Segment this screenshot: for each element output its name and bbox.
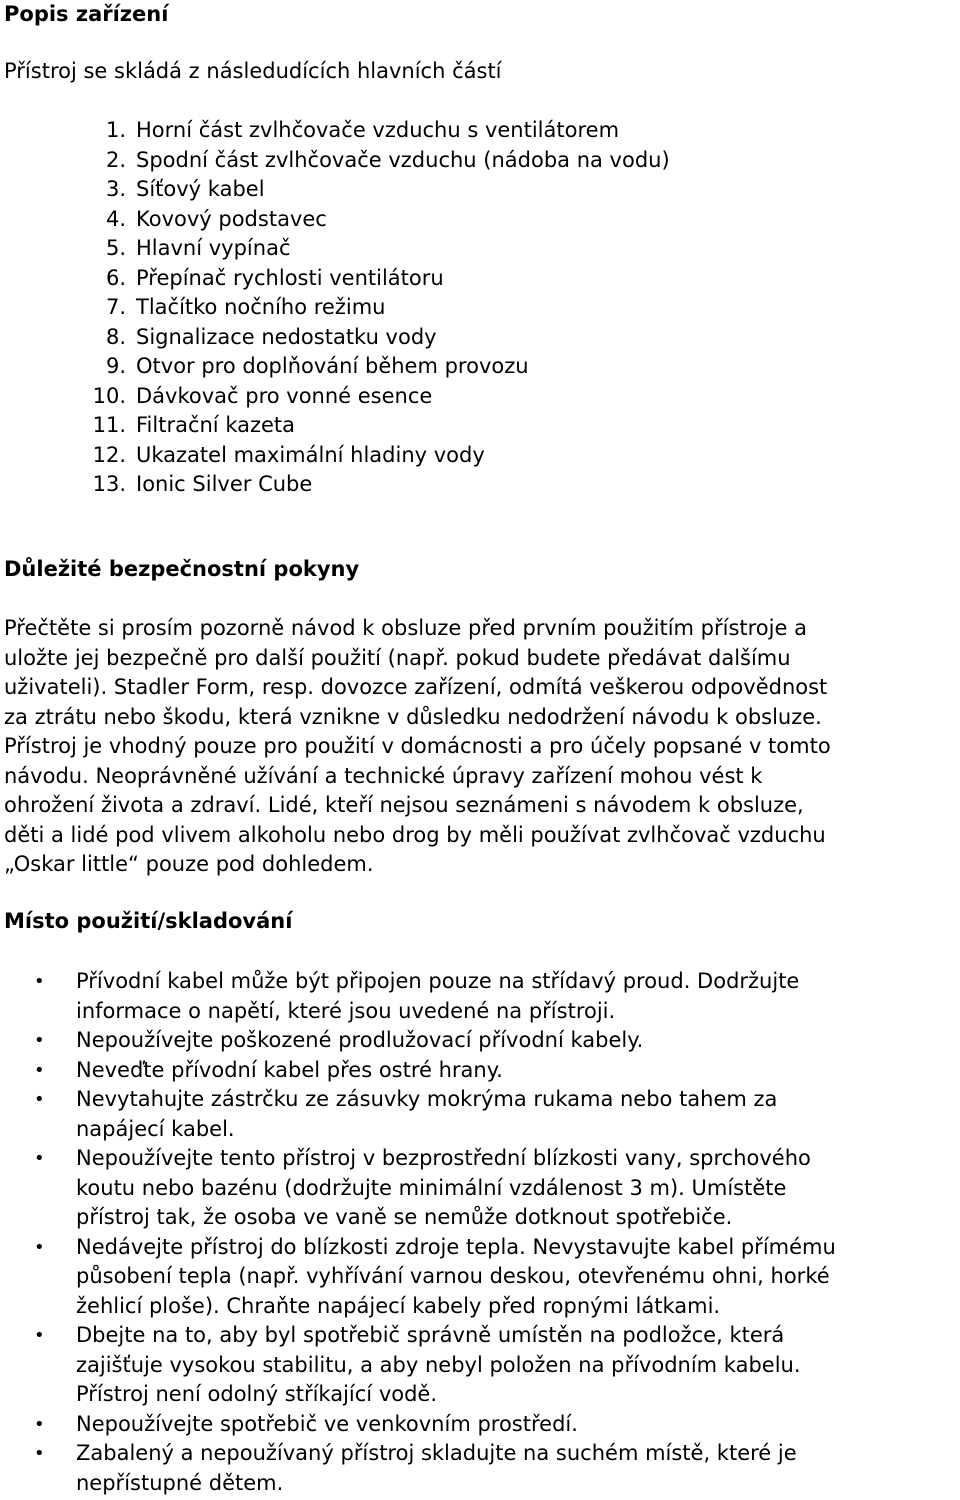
list-item-line: informace o napětí, které jsou uvedené na přístroji.	[76, 998, 616, 1023]
bullet-icon: •	[34, 1148, 45, 1169]
list-item-text	[76, 967, 954, 1026]
list-item	[4, 1233, 954, 1322]
list-item	[4, 175, 670, 205]
list-item-label: Horní část zvlhčovače vzduchu s ventilátorem	[136, 118, 620, 142]
list-item-line: působení tepla (např. vyhřívání varnou deskou, otevřenému ohni, horké	[76, 1264, 830, 1288]
usage-list	[4, 967, 954, 1498]
list-item-text	[76, 1410, 954, 1440]
list-item-text	[76, 1439, 954, 1498]
intro-text: Přístroj se skládá z následudících hlavních částí	[4, 59, 502, 83]
list-item-label: Otvor pro doplňování během provozu	[136, 354, 529, 378]
list-item-line: Přívodní kabel může být připojen pouze na střídavý proud. Dodržujte	[76, 969, 800, 993]
list-item-line: přístroj tak, že osoba ve vaně se nemůže dotknout spotřebiče.	[76, 1205, 733, 1229]
list-item-number: 11.	[92, 413, 126, 437]
list-item	[4, 382, 670, 412]
list-item	[4, 1085, 954, 1144]
list-item-label: Ionic Silver Cube	[136, 472, 313, 496]
list-item-text	[76, 1233, 954, 1322]
bullet-icon: •	[34, 1413, 45, 1435]
bullet-icon: •	[34, 1059, 45, 1081]
bullet-icon: •	[34, 1236, 45, 1258]
bullet-icon: •	[34, 1030, 45, 1051]
paragraph-line: uživateli). Stadler Form, resp. dovozce zařízení, odmítá veškerou odpovědnost	[4, 675, 828, 699]
list-item-label: Ukazatel maximální hladiny vody	[136, 442, 485, 467]
list-item-line: Nedávejte přístroj do blízkosti zdroje tepla. Nevystavujte kabel přímému	[76, 1234, 836, 1259]
list-item-line: zajišťuje vysokou stabilitu, a aby nebyl položen na přívodním kabelu.	[76, 1352, 801, 1377]
list-item-label: Dávkovač pro vonné esence	[136, 383, 433, 408]
list-item	[4, 323, 670, 353]
list-item-label: Přepínač rychlosti ventilátoru	[136, 265, 444, 290]
list-item-label: Síťový kabel	[136, 177, 265, 201]
paragraph-line: Přečtěte si prosím pozorně návod k obsluze před prvním použitím přístroje a	[4, 616, 807, 640]
paragraph-line: děti a lidé pod vlivem alkoholu nebo drog by měli používat zvlhčovač vzduchu	[4, 822, 826, 847]
list-item-line: žehlicí ploše). Chraňte napájecí kabely před ropnými látkami.	[76, 1293, 721, 1318]
list-item	[4, 1026, 954, 1056]
list-item-number: 13.	[92, 472, 126, 496]
list-item	[4, 441, 670, 471]
list-item-number: 12.	[92, 442, 126, 467]
list-item-line: koutu nebo bazénu (dodržujte minimální vzdálenost 3 m). Umístěte	[76, 1175, 787, 1200]
paragraph-line: ohrožení života a zdraví. Lidé, kteří nejsou seznámeni s návodem k obsluze,	[4, 793, 804, 817]
list-item-line: Zabalený a nepoužívaný přístroj skladujte na suchém místě, které je	[76, 1441, 797, 1465]
list-item-line: nepřístupné dětem.	[76, 1470, 284, 1495]
list-item	[4, 470, 670, 500]
list-item-line: Dbejte na to, aby byl spotřebič správně umístěn na podložce, která	[76, 1323, 785, 1347]
list-item-number: 1.	[105, 118, 126, 142]
list-item-label: Filtrační kazeta	[136, 413, 296, 437]
list-item-number: 4.	[105, 206, 126, 231]
section-title-description: Popis zařízení	[4, 2, 169, 26]
list-item	[4, 264, 670, 294]
list-item-text	[76, 1144, 954, 1233]
list-item	[4, 352, 670, 382]
list-item-number: 5.	[105, 236, 126, 260]
list-item-line: Nepoužívejte spotřebič ve venkovním prostředí.	[76, 1411, 578, 1436]
paragraph-line: za ztrátu nebo škodu, která vznikne v důsledku nedodržení návodu k obsluze.	[4, 704, 822, 729]
list-item	[4, 1439, 954, 1498]
list-item-line: Neveďte přívodní kabel přes ostré hrany.	[76, 1057, 503, 1082]
list-item-line: Nepoužívejte tento přístroj v bezprostřední blízkosti vany, sprchového	[76, 1146, 811, 1170]
list-item-line: Přístroj není odolný stříkající vodě.	[76, 1382, 438, 1406]
bullet-icon: •	[34, 1443, 45, 1464]
parts-list	[4, 116, 670, 500]
list-item-number: 10.	[92, 383, 126, 408]
paragraph-line: „Oskar little“ pouze pod dohledem.	[4, 852, 374, 876]
paragraph-line: uložte jej bezpečně pro další použití (např. pokud budete předávat dalšímu	[4, 645, 791, 670]
list-item-number: 3.	[105, 177, 126, 201]
paragraph-line: návodu. Neoprávněné užívání a technické úpravy zařízení mohou vést k	[4, 763, 763, 788]
list-item-label: Signalizace nedostatku vody	[136, 324, 437, 349]
list-item-number: 8.	[105, 324, 126, 349]
section-title-safety: Důležité bezpečnostní pokyny	[4, 557, 360, 581]
list-item	[4, 411, 670, 441]
list-item-text	[76, 1321, 954, 1410]
list-item	[4, 967, 954, 1026]
list-item-label: Tlačítko nočního režimu	[136, 295, 386, 319]
list-item	[4, 234, 670, 264]
list-item	[4, 1144, 954, 1233]
list-item-line: Nepoužívejte poškozené prodlužovací přívodní kabely.	[76, 1028, 644, 1052]
list-item	[4, 116, 670, 146]
list-item	[4, 1056, 954, 1086]
list-item-number: 6.	[105, 265, 126, 290]
bullet-icon: •	[34, 1325, 45, 1346]
list-item	[4, 293, 670, 323]
list-item-text	[76, 1026, 954, 1056]
list-item-number: 2.	[105, 147, 126, 172]
bullet-icon: •	[34, 1089, 45, 1110]
section-title-usage: Místo použití/skladování	[4, 909, 293, 933]
list-item	[4, 146, 670, 176]
list-item-line: napájecí kabel.	[76, 1116, 235, 1141]
list-item-text	[76, 1085, 954, 1144]
list-item	[4, 1321, 954, 1410]
list-item-number: 7.	[105, 295, 126, 319]
paragraph-line: Přístroj je vhodný pouze pro použití v domácnosti a pro účely popsané v tomto	[4, 734, 831, 758]
list-item-text	[76, 1056, 954, 1086]
list-item	[4, 205, 670, 235]
list-item-label: Spodní část zvlhčovače vzduchu (nádoba na vodu)	[136, 147, 670, 172]
safety-paragraph	[4, 614, 954, 880]
list-item-line: Nevytahujte zástrčku ze zásuvky mokrýma rukama nebo tahem za	[76, 1087, 778, 1111]
list-item	[4, 1410, 954, 1440]
list-item-label: Kovový podstavec	[136, 206, 327, 231]
list-item-number: 9.	[105, 354, 126, 378]
list-item-label: Hlavní vypínač	[136, 236, 291, 260]
bullet-icon: •	[34, 971, 45, 992]
